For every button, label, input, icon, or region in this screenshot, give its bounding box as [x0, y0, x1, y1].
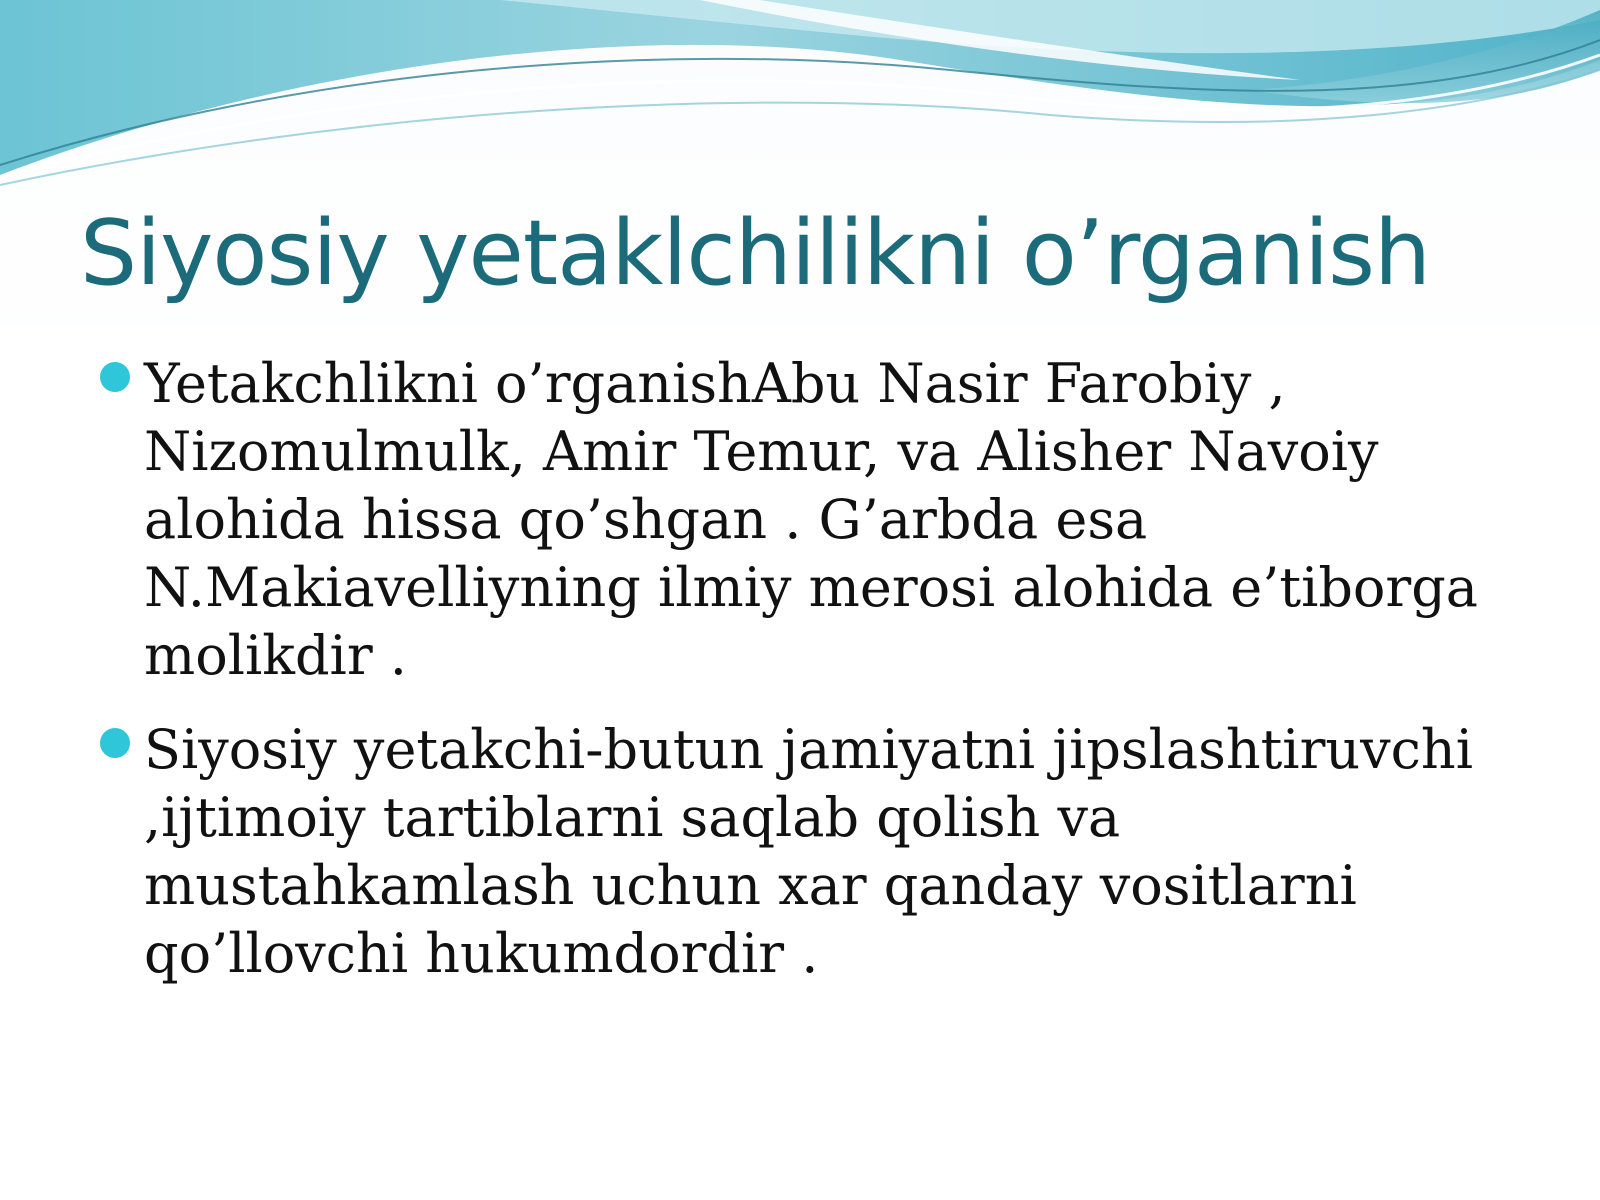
bullet-text: Siyosiy yetakchi-butun jamiyatni jipslashtiruvchi ,ijtimoiy tartiblarni saqlab qolish va mustahkamlash uchun xar qanday vositlarni qo’llovchi hukumdordir . — [144, 718, 1473, 985]
bullet-dot-icon — [100, 362, 130, 392]
slide-title: Siyosiy yetaklchilikni o’rganish — [80, 201, 1431, 306]
bullet-dot-icon — [100, 728, 130, 758]
header-wave-decoration — [0, 0, 1600, 200]
bullet-list — [100, 350, 1520, 1014]
bullet-text: Yetakchlikni o’rganishAbu Nasir Farobiy , Nizomulmulk, Amir Temur, va Alisher Navoiy alohida hissa qo’shgan . G’arbda esa N.Makiavelliyning ilmiy merosi alohida e’tiborga molikdir . — [144, 352, 1478, 687]
bullet-item — [100, 350, 1520, 690]
bullet-item — [100, 716, 1520, 988]
